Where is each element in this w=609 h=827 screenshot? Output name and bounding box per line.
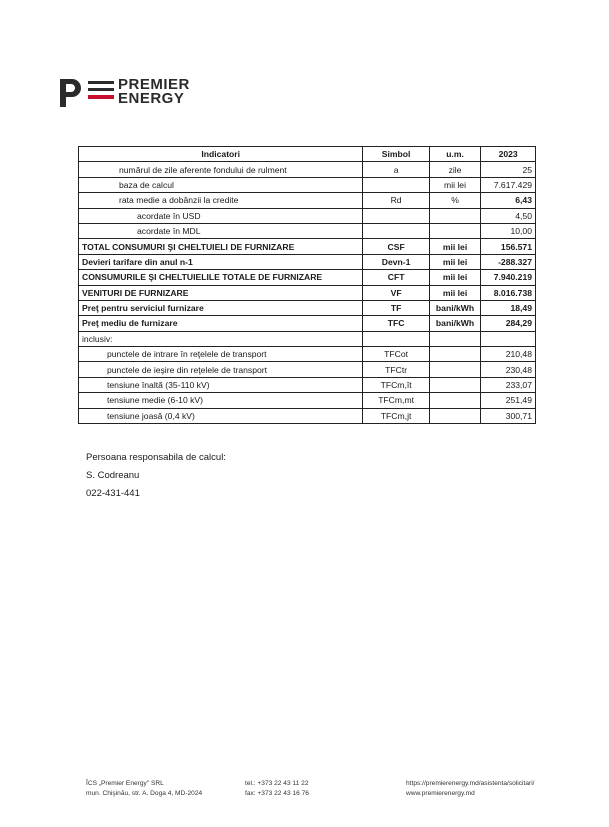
footer-tel: tel.: +373 22 43 11 22 xyxy=(245,780,309,787)
row-symbol: TFCm,jt xyxy=(363,408,429,423)
row-label: baza de calcul xyxy=(79,177,363,192)
row-unit xyxy=(429,408,480,423)
footer-address: mun. Chişinău, str. A. Doga 4, MD-2024 xyxy=(86,790,203,797)
logo-bars-icon xyxy=(88,81,114,105)
table-row xyxy=(79,270,536,285)
row-unit: zile xyxy=(429,162,480,177)
logo-line-2: ENERGY xyxy=(118,90,185,107)
row-value: 300,71 xyxy=(481,408,536,423)
row-symbol xyxy=(363,177,429,192)
row-unit xyxy=(429,331,480,346)
row-unit xyxy=(429,393,480,408)
header-simbol: Simbol xyxy=(363,147,429,162)
row-label: tensiune joasă (0,4 kV) xyxy=(79,408,363,423)
responsible-name: S. Codreanu xyxy=(86,470,140,481)
row-unit xyxy=(429,377,480,392)
row-value: 6,43 xyxy=(481,193,536,208)
row-symbol: TFCtr xyxy=(363,362,429,377)
footer-url-site[interactable]: www.premierenergy.md xyxy=(406,790,475,797)
table-row xyxy=(79,177,536,192)
table-row xyxy=(79,362,536,377)
row-label: Preţ pentru serviciul furnizare xyxy=(79,300,363,315)
logo-text xyxy=(118,78,190,106)
row-symbol: TFCm,mt xyxy=(363,393,429,408)
footer-contact xyxy=(245,779,309,799)
table-row xyxy=(79,300,536,315)
table-row xyxy=(79,408,536,423)
table-row xyxy=(79,193,536,208)
row-value: 4,50 xyxy=(481,208,536,223)
responsible-block xyxy=(86,449,226,503)
footer-fax: fax: +373 22 43 16 76 xyxy=(245,790,309,797)
row-symbol: a xyxy=(363,162,429,177)
row-unit: mii lei xyxy=(429,239,480,254)
logo-line-1: PREMIER xyxy=(118,76,190,93)
table-row xyxy=(79,208,536,223)
logo-p-icon xyxy=(58,79,82,107)
row-value: 7.617.429 xyxy=(481,177,536,192)
row-unit xyxy=(429,362,480,377)
row-value: 10,00 xyxy=(481,223,536,238)
row-symbol: VF xyxy=(363,285,429,300)
row-symbol: Rd xyxy=(363,193,429,208)
responsible-phone: 022-431-441 xyxy=(86,488,140,499)
table-row xyxy=(79,347,536,362)
footer-links xyxy=(406,779,535,799)
table-row xyxy=(79,223,536,238)
table-row xyxy=(79,316,536,331)
row-value: 156.571 xyxy=(481,239,536,254)
row-symbol xyxy=(363,223,429,238)
row-label: CONSUMURILE ŞI CHELTUIELILE TOTALE DE FURNIZARE xyxy=(79,270,363,285)
row-unit: mii lei xyxy=(429,177,480,192)
row-value: 210,48 xyxy=(481,347,536,362)
row-unit: mii lei xyxy=(429,254,480,269)
row-label: tensiune medie (6-10 kV) xyxy=(79,393,363,408)
row-symbol xyxy=(363,331,429,346)
row-unit xyxy=(429,347,480,362)
footer-company xyxy=(86,779,202,799)
header-indicatori: Indicatori xyxy=(79,147,363,162)
row-value: 284,29 xyxy=(481,316,536,331)
row-value: 251,49 xyxy=(481,393,536,408)
row-value: 233,07 xyxy=(481,377,536,392)
row-unit: mii lei xyxy=(429,270,480,285)
row-value xyxy=(481,331,536,346)
row-unit: bani/kWh xyxy=(429,316,480,331)
row-label: punctele de intrare în reţelele de transport xyxy=(79,347,363,362)
table-row xyxy=(79,285,536,300)
row-label: rata medie a dobânzii la credite xyxy=(79,193,363,208)
row-value: 8.016.738 xyxy=(481,285,536,300)
row-unit: % xyxy=(429,193,480,208)
row-value: 18,49 xyxy=(481,300,536,315)
row-symbol: CFT xyxy=(363,270,429,285)
row-label: tensiune înaltă (35-110 kV) xyxy=(79,377,363,392)
responsible-title: Persoana responsabila de calcul: xyxy=(86,452,226,463)
row-symbol: TFCot xyxy=(363,347,429,362)
table-body xyxy=(79,162,536,424)
row-value: 7.940.219 xyxy=(481,270,536,285)
footer-company-name: ÎCS „Premier Energy" SRL xyxy=(86,780,164,787)
row-value: -288.327 xyxy=(481,254,536,269)
row-symbol: TFC xyxy=(363,316,429,331)
row-value: 230,48 xyxy=(481,362,536,377)
row-symbol: TFCm,ît xyxy=(363,377,429,392)
header-um: u.m. xyxy=(429,147,480,162)
row-symbol: Devn-1 xyxy=(363,254,429,269)
row-symbol xyxy=(363,208,429,223)
company-logo xyxy=(58,76,190,109)
row-label: acordate în MDL xyxy=(79,223,363,238)
row-label: VENITURI DE FURNIZARE xyxy=(79,285,363,300)
row-value: 25 xyxy=(481,162,536,177)
footer-url-requests[interactable]: https://premierenergy.md/asistenta/solicitari/ xyxy=(406,780,535,787)
table-row xyxy=(79,377,536,392)
logo-mark-icon xyxy=(58,79,86,107)
row-label: Devieri tarifare din anul n-1 xyxy=(79,254,363,269)
row-symbol: CSF xyxy=(363,239,429,254)
row-label: TOTAL CONSUMURI ŞI CHELTUIELI DE FURNIZARE xyxy=(79,239,363,254)
row-label: inclusiv: xyxy=(79,331,363,346)
table-row xyxy=(79,239,536,254)
row-symbol: TF xyxy=(363,300,429,315)
row-label: punctele de ieşire din reţelele de transport xyxy=(79,362,363,377)
table-row xyxy=(79,393,536,408)
header-year: 2023 xyxy=(481,147,536,162)
table-row xyxy=(79,162,536,177)
row-unit: bani/kWh xyxy=(429,300,480,315)
row-label: Preţ mediu de furnizare xyxy=(79,316,363,331)
row-label: numărul de zile aferente fondului de rulment xyxy=(79,162,363,177)
row-unit xyxy=(429,208,480,223)
row-unit: mii lei xyxy=(429,285,480,300)
table-row xyxy=(79,331,536,346)
table-header-row xyxy=(79,147,536,162)
row-label: acordate în USD xyxy=(79,208,363,223)
indicators-table xyxy=(78,146,536,424)
table-row xyxy=(79,254,536,269)
row-unit xyxy=(429,223,480,238)
